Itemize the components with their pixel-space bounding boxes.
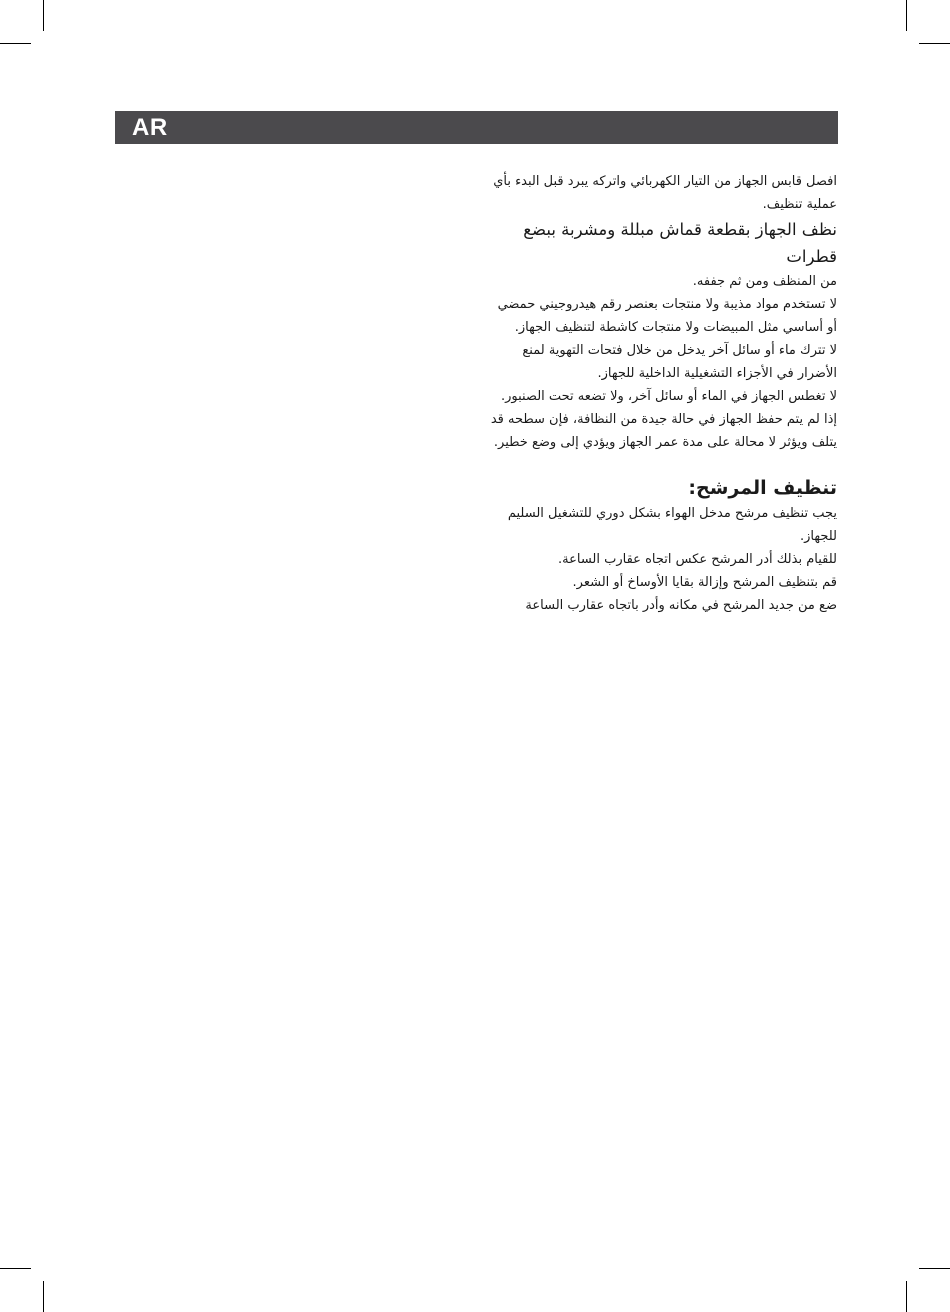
filter-line: قم بتنظيف المرشح وإزالة بقايا الأوساخ أو الشعر. <box>572 575 837 590</box>
section-spacer <box>481 454 837 474</box>
filter-line: يجب تنظيف مرشح مدخل الهواء بشكل دوري للتشغيل السليم <box>507 506 837 521</box>
warning-line: يتلف ويؤثر لا محالة على مدة عمر الجهاز ويؤدي إلى وضع خطير. <box>493 435 837 450</box>
crop-mark-bottom-right-horizontal <box>919 1268 950 1269</box>
filter-line: للجهاز. <box>799 529 837 544</box>
cleaning-line: افصل قابس الجهاز من التيار الكهربائي واتركه يبرد قبل البدء بأي <box>493 174 837 189</box>
filter-line: للقيام بذلك أدر المرشح عكس اتجاه عقارب الساعة. <box>558 552 837 567</box>
crop-mark-top-right-horizontal <box>919 43 950 44</box>
language-code: AR <box>132 114 168 141</box>
language-header-bar <box>115 111 838 144</box>
crop-mark-bottom-left-vertical <box>43 1281 44 1312</box>
crop-mark-bottom-right-vertical <box>906 1281 907 1312</box>
warning-line: أو أساسي مثل المبيضات ولا منتجات كاشطة لتنظيف الجهاز. <box>514 320 837 335</box>
crop-mark-top-left-horizontal <box>0 43 31 44</box>
filter-line: ضع من جديد المرشح في مكانه وأدر باتجاه عقارب الساعة <box>525 598 837 613</box>
crop-mark-bottom-left-horizontal <box>0 1268 31 1269</box>
warning-line: لا تستخدم مواد مذيبة ولا منتجات بعنصر رقم هيدروجيني حمضي <box>497 297 837 312</box>
warning-line: إذا لم يتم حفظ الجهاز في حالة جيدة من النظافة، فإن سطحه قد <box>490 412 837 427</box>
crop-mark-top-left-vertical <box>43 0 44 31</box>
cleaning-instructions <box>481 170 837 617</box>
crop-mark-top-right-vertical <box>906 0 907 31</box>
cleaning-line: من المنظف ومن ثم جففه. <box>692 274 837 289</box>
cleaning-line: عملية تنظيف. <box>762 197 837 212</box>
warning-line: لا تترك ماء أو سائل آخر يدخل من خلال فتحات التهوية لمنع <box>522 343 837 358</box>
warning-line: الأضرار في الأجزاء التشغيلية الداخلية للجهاز. <box>597 366 837 381</box>
filter-section-heading: تنظيف المرشح: <box>688 477 837 499</box>
warning-line: لا تغطس الجهاز في الماء أو سائل آخر، ولا تضعه تحت الصنبور. <box>500 389 837 404</box>
cleaning-lead-line: نظف الجهاز بقطعة قماش مبللة ومشربة ببضع قطرات <box>523 220 837 266</box>
